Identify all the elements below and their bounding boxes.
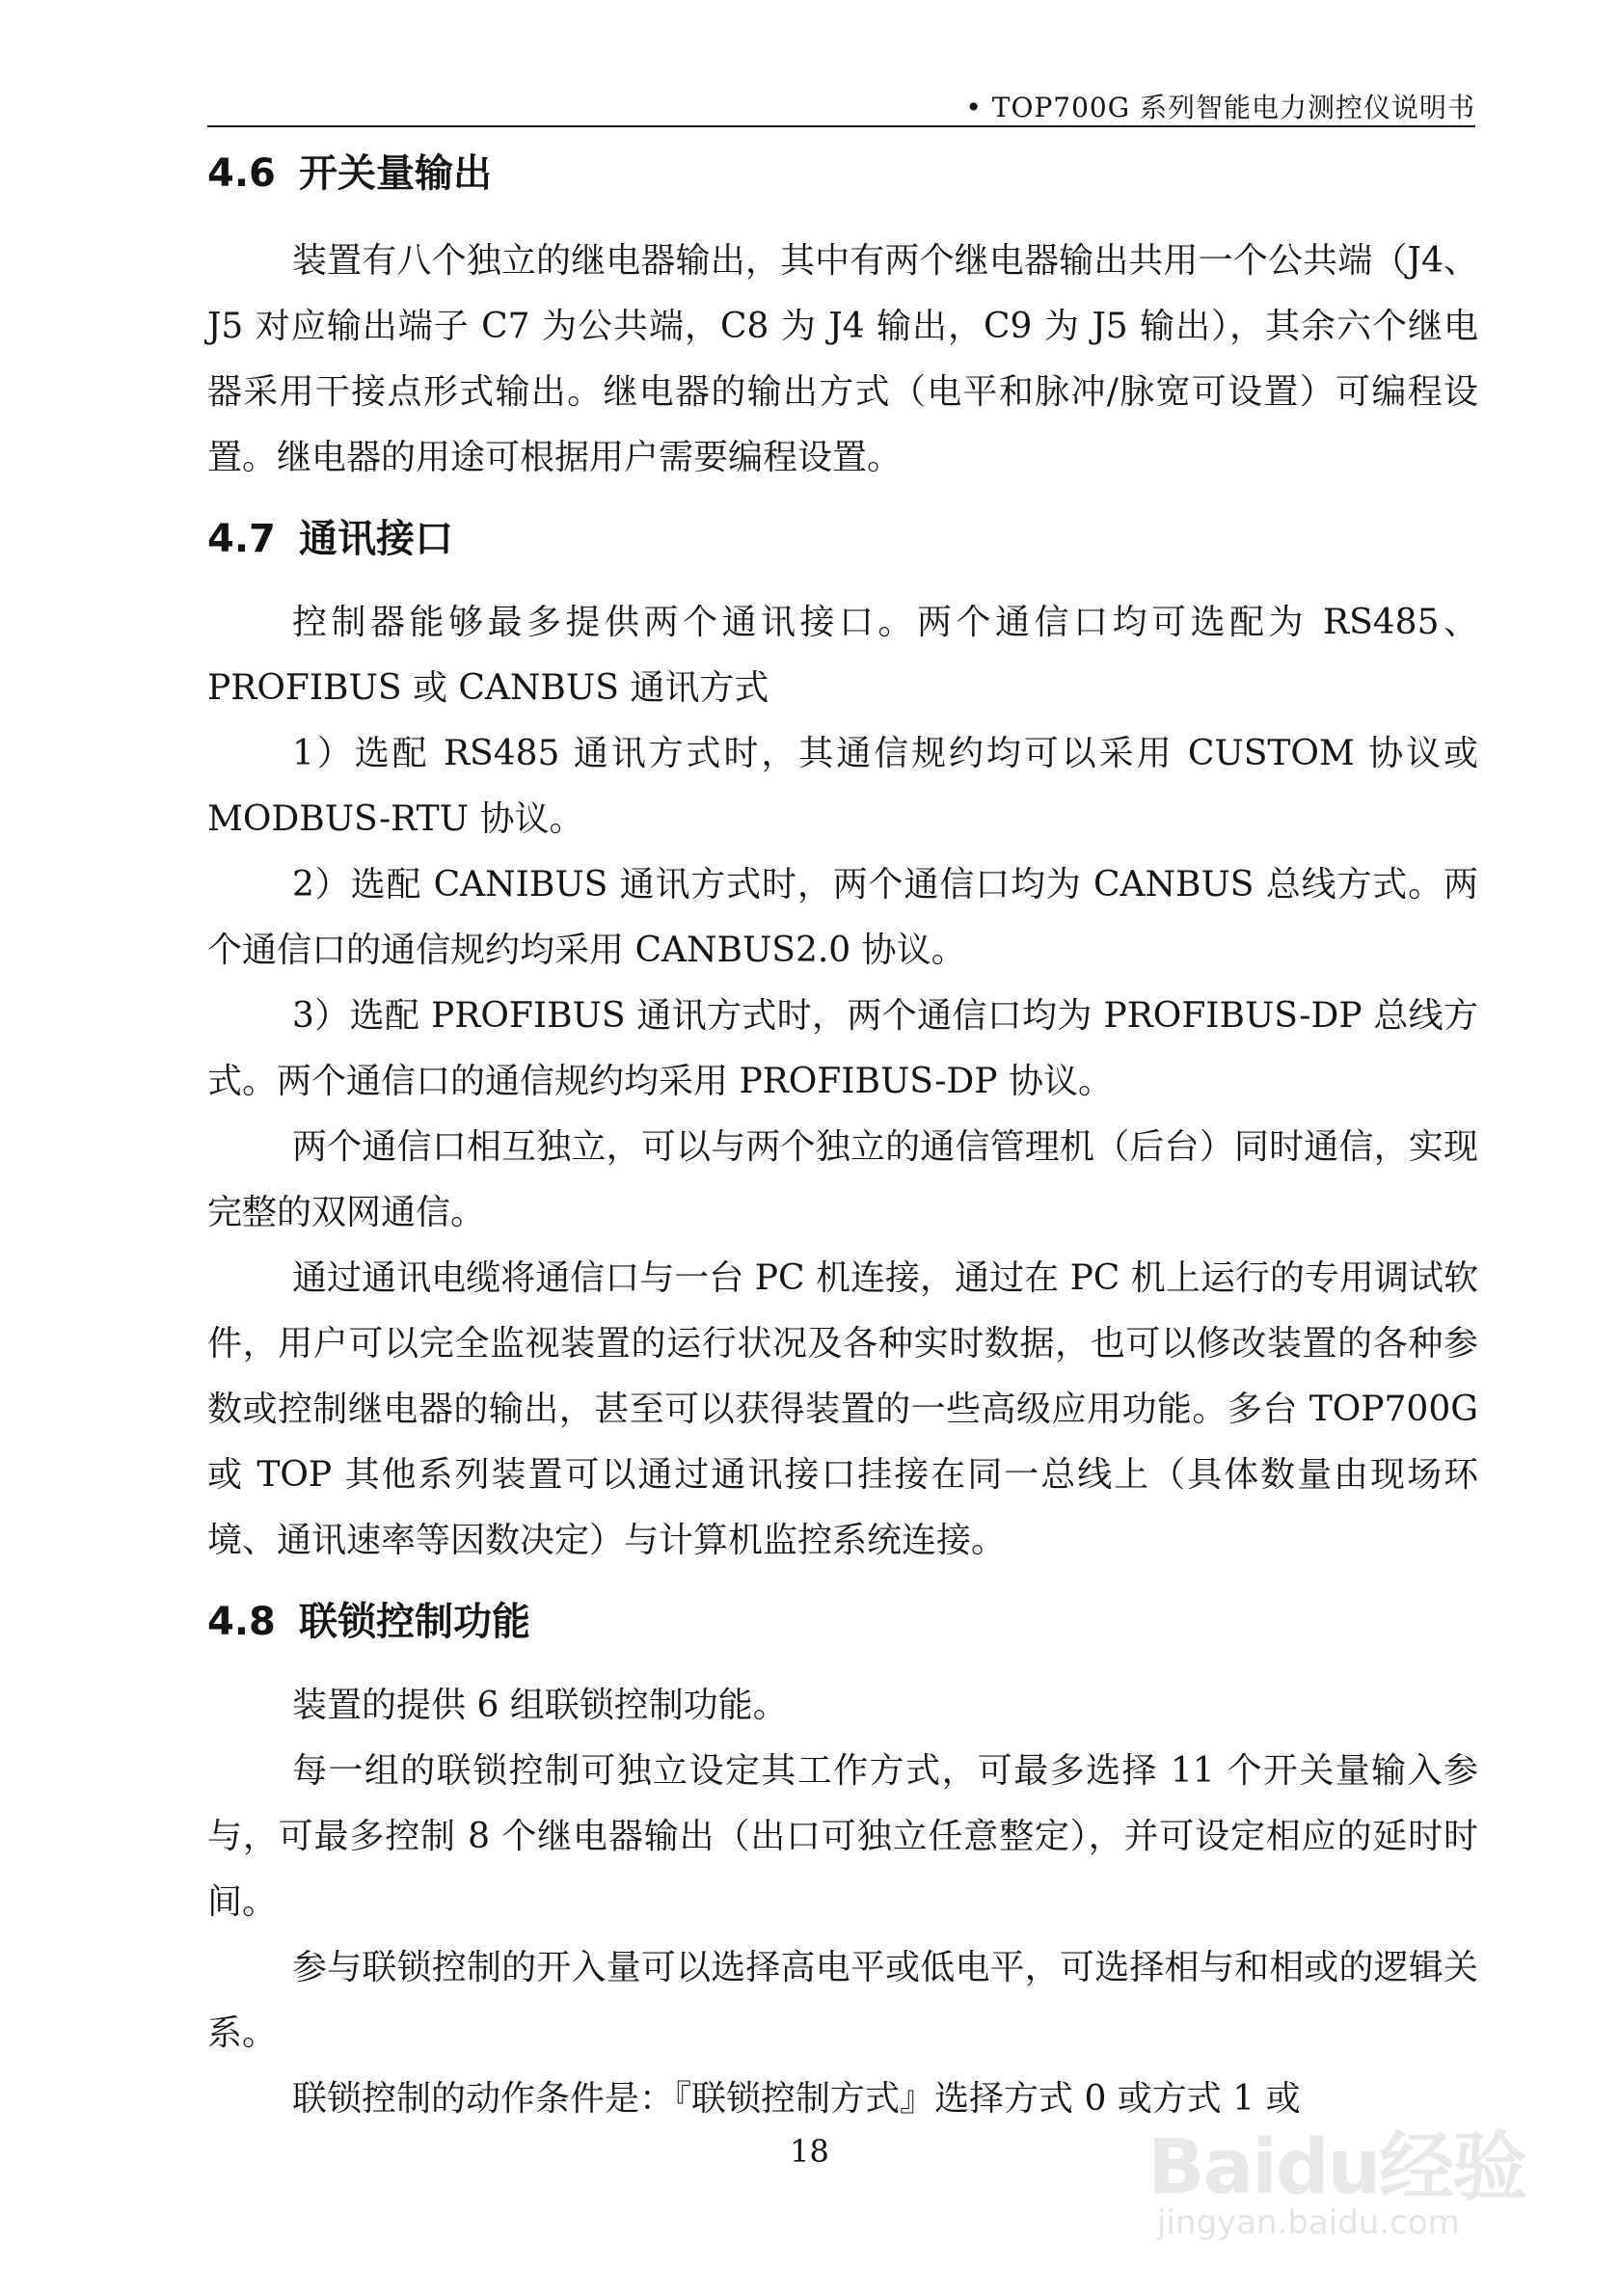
section-title: 联锁控制功能 [299,1600,530,1644]
document-body [207,135,1478,2132]
section-heading-4-7 [207,508,1478,563]
watermark-logo: Baidu经验 [1147,2124,1526,2211]
section-number: 4.6 [207,151,276,196]
paragraph: 联锁控制的动作条件是：『联锁控制方式』选择方式 0 或方式 1 或 [292,2079,1301,2119]
page-number: 18 [790,2133,829,2170]
paragraph: 3）选配 PROFIBUS 通讯方式时，两个通信口均为 PROFIBUS-DP 总线方式。两个通信口的通信规约均采用 PROFIBUS-DP 协议。 [207,996,1478,1101]
paragraph: 两个通信口相互独立，可以与两个独立的通信管理机（后台）同时通信，实现完整的双网通信。 [207,1127,1478,1232]
paragraph: 通过通讯电缆将通信口与一台 PC 机连接，通过在 PC 机上运行的专用调试软件，用户可以完全监视装置的运行状况及各种实时数据，也可以修改装置的各种参数或控制继电器的输出，甚至可以获得装置的一些高级应用功能。多台 TOP700G 或 TOP 其他系列装置可以通过通讯接口挂接在同一总线上（具体数量由现场环境、通讯速率等因数决定）与计算机监控系统连接。 [207,1258,1478,1560]
section-heading-4-6 [207,143,1478,198]
paragraph: 每一组的联锁控制可独立设定其工作方式，可最多选择 11 个开关量输入参与，可最多控制 8 个继电器输出（出口可独立任意整定），并可设定相应的延时时间。 [207,1751,1478,1922]
paragraph: 参与联锁控制的开入量可以选择高电平或低电平，可选择相与和相或的逻辑关系。 [207,1948,1478,2053]
paragraph: 装置的提供 6 组联锁控制功能。 [292,1686,788,1725]
section-title: 通讯接口 [299,517,453,561]
header-title: • TOP700G 系列智能电力测控仪说明书 [965,92,1475,123]
paragraph: 1）选配 RS485 通讯方式时，其通信规约均可以采用 CUSTOM 协议或 MODBUS-RTU 协议。 [207,734,1478,839]
paragraph: 2）选配 CANIBUS 通讯方式时，两个通信口均为 CANBUS 总线方式。两个通信口的通信规约均采用 CANBUS2.0 协议。 [207,865,1478,970]
section-number: 4.8 [207,1600,276,1644]
section-heading-4-8 [207,1591,1478,1646]
paragraph: 控制器能够最多提供两个通讯接口。两个通信口均可选配为 RS485、PROFIBUS 或 CANBUS 通讯方式 [207,603,1478,708]
watermark-url: jingyan.baidu.com [1157,2203,1460,2242]
page-header [207,83,1475,127]
baidu-watermark [1147,2107,1572,2252]
section-title: 开关量输出 [299,151,492,196]
paragraph: 装置有八个独立的继电器输出，其中有两个继电器输出共用一个公共端（J4、J5 对应输出端子 C7 为公共端，C8 为 J4 输出，C9 为 J5 输出），其余六个继电器采用干接点形式输出。继电器的输出方式（电平和脉冲/脉宽可设置）可编程设置。继电器的用途可根据用户需要编程设置。 [207,241,1478,477]
section-number: 4.7 [207,517,276,561]
